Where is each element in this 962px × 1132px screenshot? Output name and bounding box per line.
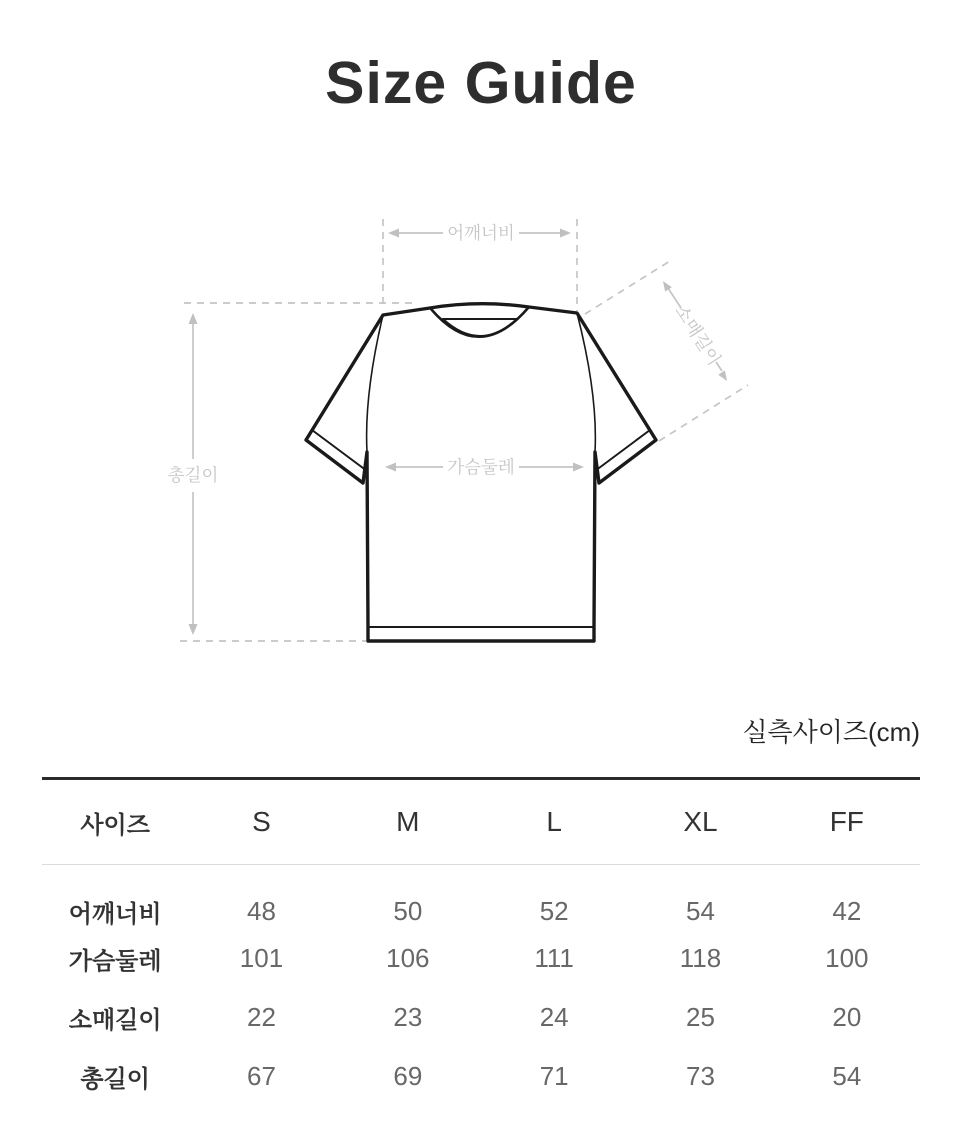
cell-value: 54 bbox=[686, 896, 715, 926]
shoulder-width-label: 어깨너비 bbox=[447, 223, 515, 243]
cell-value: 67 bbox=[247, 1061, 276, 1091]
row-label: 총길이 bbox=[80, 1066, 150, 1093]
sleeve-length-label: 소매길이 bbox=[671, 301, 725, 369]
sleeve-guide-upper-diagonal bbox=[585, 261, 670, 314]
row-label: 어깨너비 bbox=[68, 901, 162, 928]
chest-width-label: 가슴둘레 bbox=[447, 457, 515, 477]
shoulder-arrowhead-right bbox=[560, 229, 571, 238]
table-row-sleeve bbox=[42, 988, 920, 1047]
sleeve-arrow-line-bottom bbox=[716, 362, 722, 371]
cell-value: 73 bbox=[686, 1061, 715, 1091]
cell-value: 24 bbox=[539, 1002, 569, 1032]
header-row bbox=[42, 779, 920, 865]
size-table-body bbox=[42, 865, 920, 1107]
cell-value: 69 bbox=[393, 1061, 423, 1091]
cell-value: 52 bbox=[539, 896, 569, 926]
cell-value: 118 bbox=[679, 943, 722, 973]
sleeve-guide-lower-diagonal bbox=[659, 385, 748, 441]
cell-value: 54 bbox=[832, 1061, 862, 1091]
shoulder-arrowhead-left bbox=[388, 229, 399, 238]
header-cell-m: M bbox=[335, 779, 481, 865]
length-arrowhead-top bbox=[189, 313, 198, 324]
row-label: 가슴둘레 bbox=[68, 948, 162, 975]
cell-value: 100 bbox=[825, 943, 869, 973]
header-cell-ff: FF bbox=[774, 779, 920, 865]
unit-note: 실측사이즈(cm) bbox=[742, 717, 920, 747]
row-label: 소매길이 bbox=[68, 1007, 162, 1034]
cell-value: 50 bbox=[393, 896, 423, 926]
sleeve-arrowhead-top bbox=[663, 281, 672, 292]
total-length-label: 총길이 bbox=[167, 465, 219, 485]
sleeve-arrow-line-top bbox=[668, 288, 681, 308]
page-title: Size Guide bbox=[325, 50, 637, 116]
cell-value: 20 bbox=[832, 1002, 862, 1032]
cell-value: 111 bbox=[534, 943, 574, 973]
tshirt-measurement-diagram bbox=[0, 150, 962, 710]
cell-value: 101 bbox=[239, 943, 284, 973]
header-cell-xl: XL bbox=[627, 779, 773, 865]
cell-value: 22 bbox=[247, 1002, 276, 1032]
size-table-wrap bbox=[42, 777, 920, 1106]
size-table bbox=[42, 777, 920, 1106]
header-cell-s: S bbox=[188, 779, 334, 865]
length-arrowhead-bottom bbox=[189, 624, 198, 635]
cell-value: 42 bbox=[832, 896, 862, 926]
table-row-chest bbox=[42, 929, 920, 988]
cell-value: 25 bbox=[686, 1002, 715, 1032]
cell-value: 71 bbox=[539, 1061, 569, 1091]
cell-value: 106 bbox=[386, 943, 430, 973]
sleeve-arrowhead-bottom bbox=[718, 370, 727, 381]
header-cell-size: 사이즈 bbox=[42, 779, 188, 865]
cell-value: 23 bbox=[393, 1002, 423, 1032]
size-table-header bbox=[42, 779, 920, 865]
header-cell-l: L bbox=[481, 779, 627, 865]
table-row-shoulder bbox=[42, 865, 920, 930]
cell-value: 48 bbox=[247, 896, 276, 926]
table-row-length bbox=[42, 1047, 920, 1106]
